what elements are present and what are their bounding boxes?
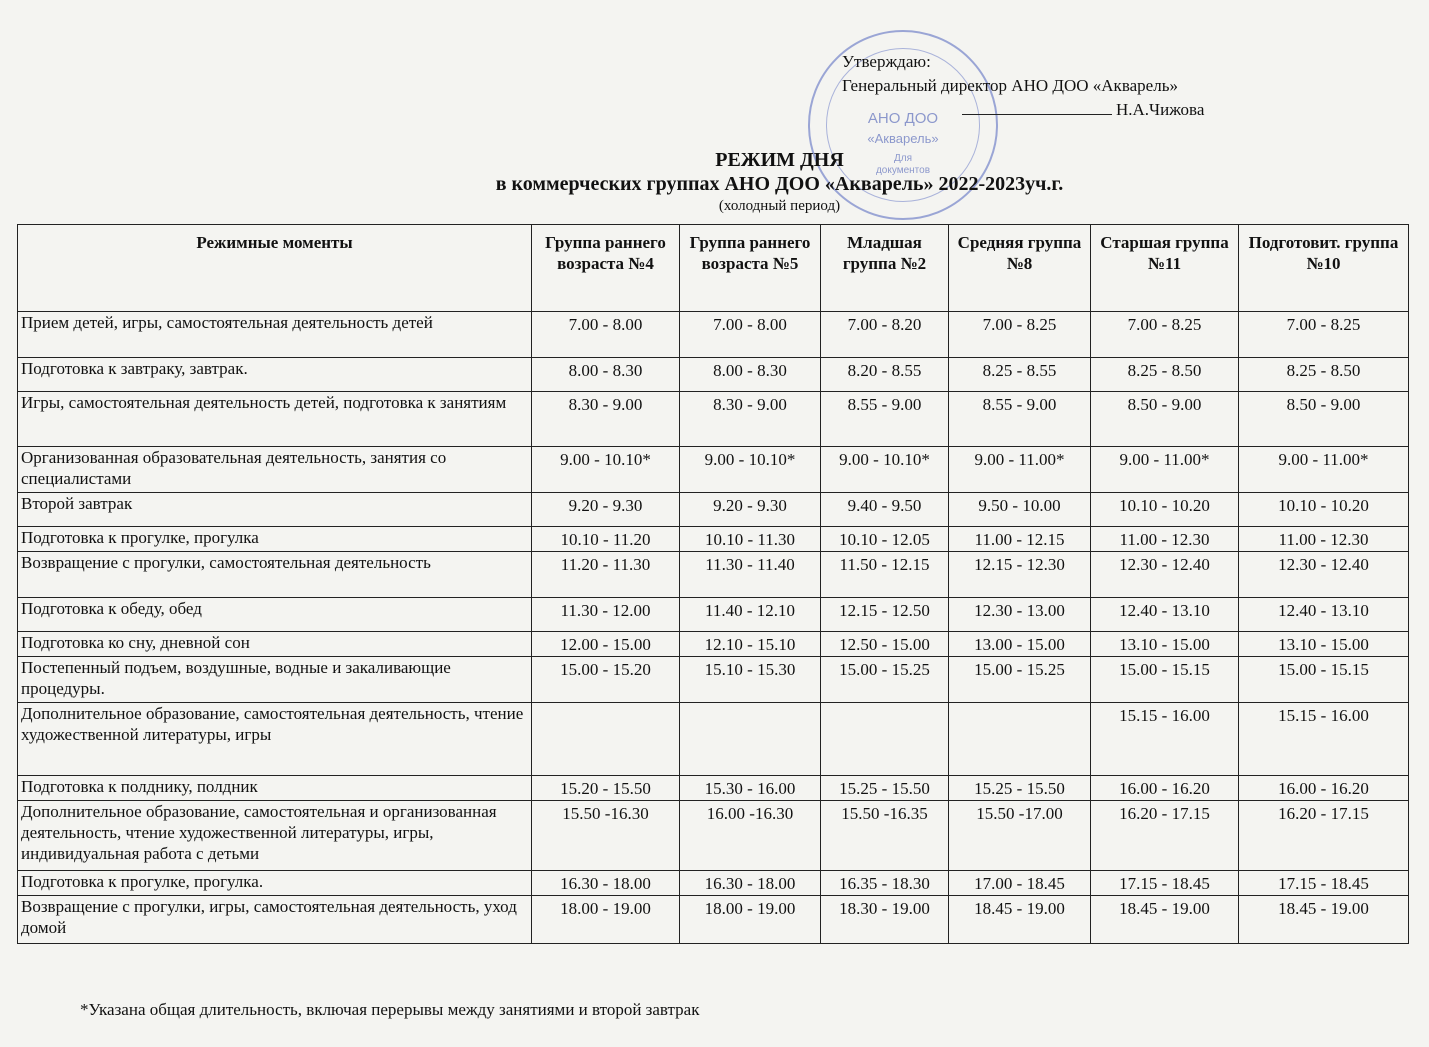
stamp-text: АНО ДОО (867, 110, 939, 127)
table-row (18, 527, 1409, 552)
stamp-text: документов (875, 165, 931, 176)
time-cell: 12.30 - 12.40 (1239, 552, 1409, 598)
activity-cell: Возвращение с прогулки, самостоятельная деятельность (18, 552, 532, 598)
activity-cell: Прием детей, игры, самостоятельная деятельность детей (18, 312, 532, 358)
schedule-body (18, 312, 1409, 944)
time-cell: 15.00 - 15.25 (821, 657, 949, 703)
time-cell: 16.30 - 18.00 (680, 871, 821, 896)
time-cell: 9.00 - 11.00* (1239, 447, 1409, 493)
time-cell: 15.00 - 15.15 (1091, 657, 1239, 703)
activity-cell: Дополнительное образование, самостоятельная и организованная деятельность, чтение художественной литературы, игры, индивидуальная работа с детьми (18, 801, 532, 871)
activity-cell: Подготовка ко сну, дневной сон (18, 632, 532, 657)
time-cell: 13.00 - 15.00 (949, 632, 1091, 657)
time-cell: 15.30 - 16.00 (680, 776, 821, 801)
column-header: Средняя группа №8 (949, 225, 1091, 312)
table-row (18, 657, 1409, 703)
time-cell: 18.00 - 19.00 (532, 896, 680, 944)
table-row (18, 392, 1409, 447)
time-cell: 15.10 - 15.30 (680, 657, 821, 703)
time-cell: 11.00 - 12.15 (949, 527, 1091, 552)
time-cell: 7.00 - 8.25 (949, 312, 1091, 358)
time-cell: 9.20 - 9.30 (680, 493, 821, 527)
time-cell: 15.50 -16.30 (532, 801, 680, 871)
time-cell: 11.50 - 12.15 (821, 552, 949, 598)
activity-cell: Подготовка к полднику, полдник (18, 776, 532, 801)
table-row (18, 358, 1409, 392)
time-cell: 12.10 - 15.10 (680, 632, 821, 657)
signature-line (962, 100, 1112, 115)
column-header: Подготовит. группа №10 (1239, 225, 1409, 312)
page-subtitle: в коммерческих группах АНО ДОО «Акварель» 2022-2023уч.г. (495, 173, 1064, 195)
footnote: *Указана общая длительность, включая перерывы между занятиями и второй завтрак (80, 1000, 700, 1019)
time-cell: 8.25 - 8.55 (949, 358, 1091, 392)
table-row (18, 552, 1409, 598)
time-cell: 7.00 - 8.25 (1091, 312, 1239, 358)
table-row (18, 493, 1409, 527)
document-title (0, 148, 1429, 216)
activity-cell: Подготовка к прогулке, прогулка (18, 527, 532, 552)
time-cell: 7.00 - 8.20 (821, 312, 949, 358)
time-cell: 13.10 - 15.00 (1091, 632, 1239, 657)
time-cell: 17.00 - 18.45 (949, 871, 1091, 896)
time-cell (949, 703, 1091, 776)
time-cell: 16.35 - 18.30 (821, 871, 949, 896)
time-cell: 8.30 - 9.00 (532, 392, 680, 447)
column-header: Старшая группа №11 (1091, 225, 1239, 312)
table-row (18, 312, 1409, 358)
time-cell: 16.00 - 16.20 (1239, 776, 1409, 801)
time-cell: 13.10 - 15.00 (1239, 632, 1409, 657)
approval-block (842, 50, 1204, 122)
table-header-row (18, 225, 1409, 312)
activity-cell: Игры, самостоятельная деятельность детей, подготовка к занятиям (18, 392, 532, 447)
time-cell: 15.25 - 15.50 (821, 776, 949, 801)
stamp-text: Для (893, 153, 913, 164)
time-cell (821, 703, 949, 776)
time-cell: 15.15 - 16.00 (1091, 703, 1239, 776)
page-title: РЕЖИМ ДНЯ (715, 149, 844, 171)
time-cell: 16.00 - 16.20 (1091, 776, 1239, 801)
activity-cell: Организованная образовательная деятельность, занятия со специалистами (18, 447, 532, 493)
table-row (18, 801, 1409, 871)
time-cell: 16.20 - 17.15 (1091, 801, 1239, 871)
time-cell: 11.30 - 11.40 (680, 552, 821, 598)
approval-signatory (842, 98, 1204, 122)
time-cell: 9.20 - 9.30 (532, 493, 680, 527)
time-cell: 15.50 -16.35 (821, 801, 949, 871)
time-cell: 15.50 -17.00 (949, 801, 1091, 871)
time-cell: 7.00 - 8.00 (532, 312, 680, 358)
time-cell: 11.40 - 12.10 (680, 598, 821, 632)
time-cell: 9.00 - 10.10* (680, 447, 821, 493)
period-label: (холодный период) (718, 198, 841, 214)
column-header: Режимные моменты (18, 225, 532, 312)
time-cell: 8.50 - 9.00 (1091, 392, 1239, 447)
time-cell: 9.40 - 9.50 (821, 493, 949, 527)
time-cell: 15.00 - 15.25 (949, 657, 1091, 703)
time-cell: 15.20 - 15.50 (532, 776, 680, 801)
table-row (18, 632, 1409, 657)
time-cell: 11.20 - 11.30 (532, 552, 680, 598)
time-cell: 10.10 - 11.30 (680, 527, 821, 552)
time-cell: 8.25 - 8.50 (1091, 358, 1239, 392)
activity-cell: Постепенный подъем, воздушные, водные и закаливающие процедуры. (18, 657, 532, 703)
time-cell: 17.15 - 18.45 (1239, 871, 1409, 896)
time-cell: 16.00 -16.30 (680, 801, 821, 871)
time-cell: 8.00 - 8.30 (680, 358, 821, 392)
time-cell: 16.30 - 18.00 (532, 871, 680, 896)
time-cell: 12.30 - 12.40 (1091, 552, 1239, 598)
time-cell: 10.10 - 10.20 (1091, 493, 1239, 527)
time-cell: 18.45 - 19.00 (1091, 896, 1239, 944)
approval-label: Утверждаю: (842, 52, 931, 71)
time-cell: 16.20 - 17.15 (1239, 801, 1409, 871)
time-cell: 8.55 - 9.00 (821, 392, 949, 447)
time-cell: 18.30 - 19.00 (821, 896, 949, 944)
time-cell: 12.15 - 12.50 (821, 598, 949, 632)
time-cell: 9.00 - 10.10* (532, 447, 680, 493)
time-cell (680, 703, 821, 776)
approval-position: Генеральный директор АНО ДОО «Акварель» (842, 76, 1178, 95)
time-cell: 7.00 - 8.25 (1239, 312, 1409, 358)
time-cell: 15.25 - 15.50 (949, 776, 1091, 801)
column-header: Группа раннего возраста №5 (680, 225, 821, 312)
time-cell: 8.00 - 8.30 (532, 358, 680, 392)
time-cell: 15.00 - 15.15 (1239, 657, 1409, 703)
activity-cell: Второй завтрак (18, 493, 532, 527)
time-cell: 9.00 - 10.10* (821, 447, 949, 493)
time-cell: 11.30 - 12.00 (532, 598, 680, 632)
activity-cell: Подготовка к прогулке, прогулка. (18, 871, 532, 896)
time-cell: 8.30 - 9.00 (680, 392, 821, 447)
time-cell: 11.00 - 12.30 (1239, 527, 1409, 552)
column-header: Группа раннего возраста №4 (532, 225, 680, 312)
activity-cell: Дополнительное образование, самостоятельная деятельность, чтение художественной литературы, игры (18, 703, 532, 776)
stamp-text: «Акварель» (867, 131, 939, 146)
table-row (18, 598, 1409, 632)
time-cell: 9.50 - 10.00 (949, 493, 1091, 527)
time-cell: 18.45 - 19.00 (1239, 896, 1409, 944)
signatory-name: Н.А.Чижова (1116, 100, 1205, 119)
time-cell: 12.00 - 15.00 (532, 632, 680, 657)
time-cell: 12.40 - 13.10 (1091, 598, 1239, 632)
time-cell: 17.15 - 18.45 (1091, 871, 1239, 896)
activity-cell: Подготовка к обеду, обед (18, 598, 532, 632)
time-cell: 8.25 - 8.50 (1239, 358, 1409, 392)
table-row (18, 871, 1409, 896)
table-row (18, 703, 1409, 776)
time-cell: 9.00 - 11.00* (949, 447, 1091, 493)
time-cell: 15.15 - 16.00 (1239, 703, 1409, 776)
time-cell: 10.10 - 10.20 (1239, 493, 1409, 527)
time-cell: 18.00 - 19.00 (680, 896, 821, 944)
time-cell (532, 703, 680, 776)
schedule-table (17, 224, 1409, 944)
time-cell: 12.40 - 13.10 (1239, 598, 1409, 632)
time-cell: 12.30 - 13.00 (949, 598, 1091, 632)
time-cell: 10.10 - 12.05 (821, 527, 949, 552)
time-cell: 12.15 - 12.30 (949, 552, 1091, 598)
time-cell: 10.10 - 11.20 (532, 527, 680, 552)
time-cell: 12.50 - 15.00 (821, 632, 949, 657)
time-cell: 8.50 - 9.00 (1239, 392, 1409, 447)
time-cell: 9.00 - 11.00* (1091, 447, 1239, 493)
table-row (18, 776, 1409, 801)
column-header: Младшая группа №2 (821, 225, 949, 312)
time-cell: 11.00 - 12.30 (1091, 527, 1239, 552)
activity-cell: Возвращение с прогулки, игры, самостоятельная деятельность, уход домой (18, 896, 532, 944)
time-cell: 8.20 - 8.55 (821, 358, 949, 392)
time-cell: 18.45 - 19.00 (949, 896, 1091, 944)
activity-cell: Подготовка к завтраку, завтрак. (18, 358, 532, 392)
time-cell: 7.00 - 8.00 (680, 312, 821, 358)
table-row (18, 447, 1409, 493)
time-cell: 15.00 - 15.20 (532, 657, 680, 703)
time-cell: 8.55 - 9.00 (949, 392, 1091, 447)
table-row (18, 896, 1409, 944)
